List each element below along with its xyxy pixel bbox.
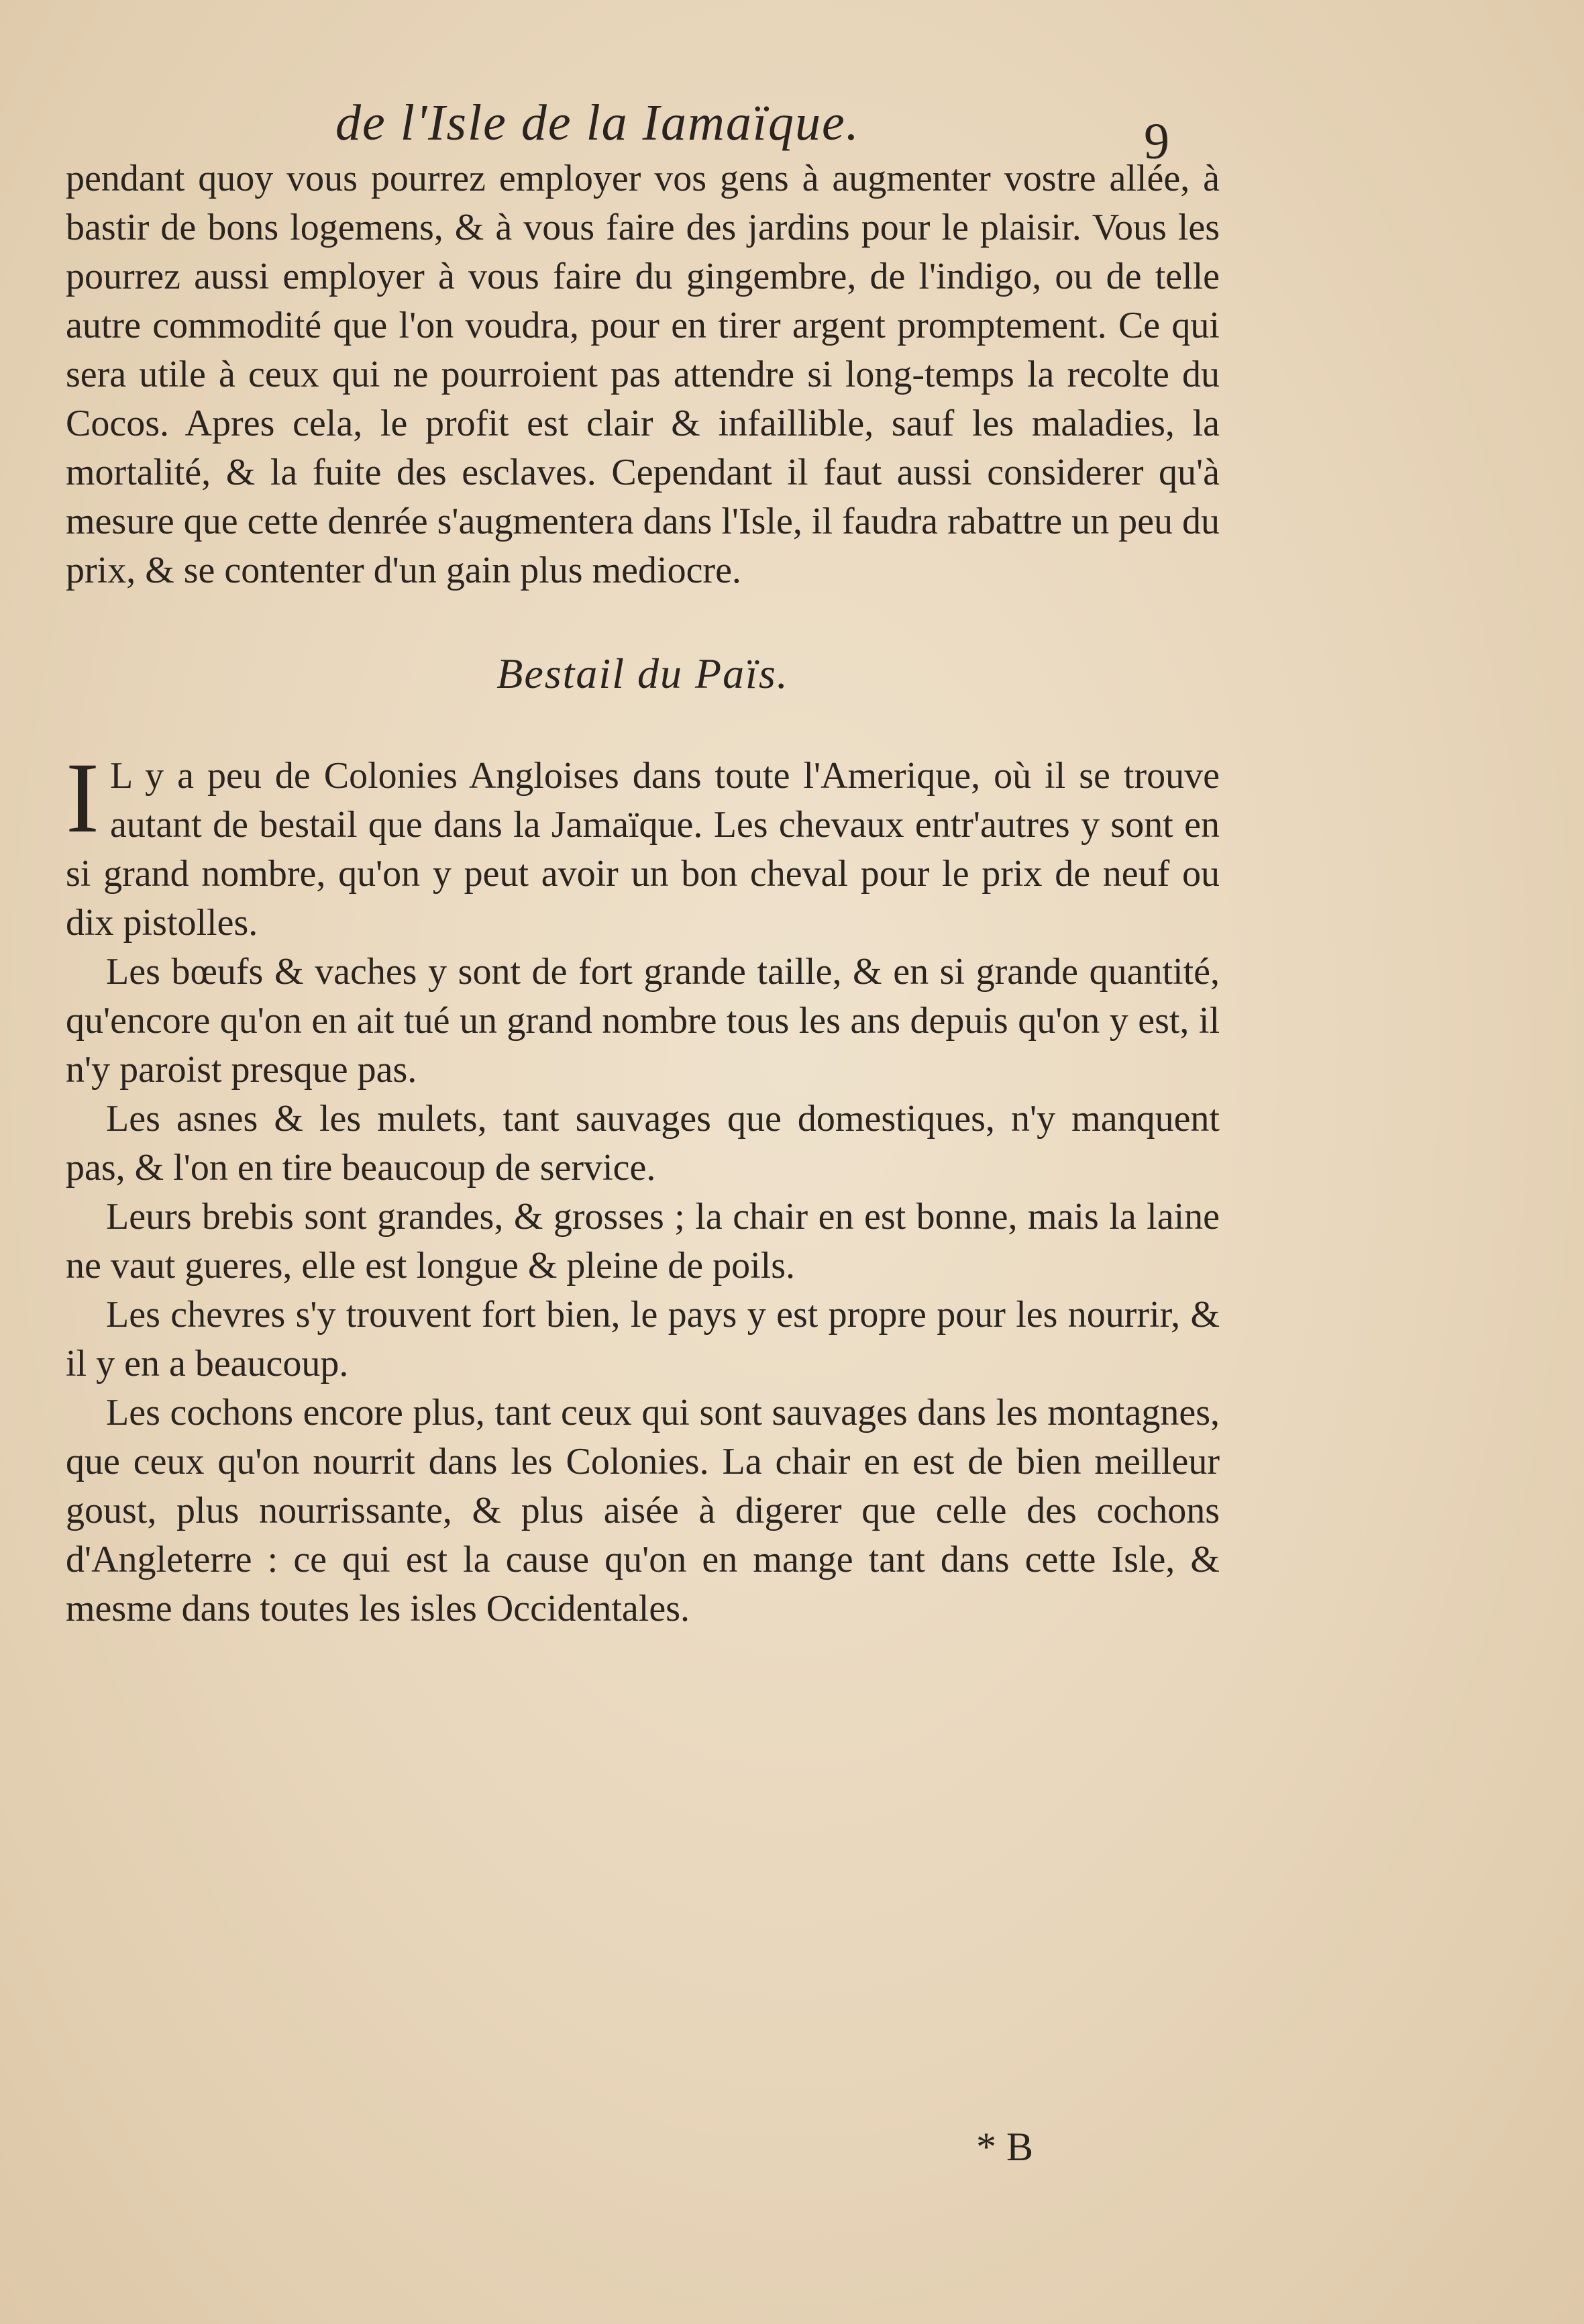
paragraph-oxen: Les bœufs & vaches y sont de fort grande taille, & en si grande quantité, qu'encore qu'on en ait tué un grand nombre tous les ans depuis qu'on y est, il n'y paroist presque pas. <box>66 951 1220 1091</box>
running-title: de l'Isle de la Iamaïque. <box>335 95 860 151</box>
catchword: * B <box>976 2125 1034 2169</box>
drop-cap: I <box>66 742 99 854</box>
section-intro-paragraph <box>66 742 1220 948</box>
section-intro-text: L y a peu de Colonies Angloises dans toute l'Amerique, où il se trouve autant de bestail que dans la Jamaïque. Les chevaux entr'autres y sont en si grand nombre, qu'on y peut avoir un bon cheval pour le prix de neuf ou dix pistolles. <box>66 755 1220 944</box>
paragraph-pigs: Les cochons encore plus, tant ceux qui sont sauvages dans les montagnes, que ceux qu'on nourrit dans les Colonies. La chair en est de bien meilleur goust, plus nourrissante, & plus aisée à digerer que celle des cochons d'Angleterre : ce qui est la cause qu'on en mange tant dans cette Isle, & mesme dans toutes les isles Occidentales. <box>66 1392 1220 1629</box>
paragraph-sheep: Leurs brebis sont grandes, & grosses ; la chair en est bonne, mais la laine ne vaut gueres, elle est longue & pleine de poils. <box>66 1196 1220 1286</box>
body-text <box>66 154 1220 1633</box>
section-title: Bestail du Païs. <box>496 650 789 697</box>
page-number: 9 <box>1144 113 1169 170</box>
paragraph-top-1: pendant quoy vous pourrez employer vos gens à augmenter vostre allée, à bastir de bons logemens, & à vous faire des jardins pour le plaisir. Vous les pourrez aussi employer à vous faire du gingembre, de l'indigo, ou de telle autre commodité que l'on voudra, pour en tirer argent promptement. Ce qui sera utile à ceux qui ne pourroient pas attendre si long-temps la recolte du Cocos. Apres cela, le profit est clair & infaillible, sauf les maladies, la mortalité, & la fuite des esclaves. Cependant il faut aussi considerer qu'à mesure que cette denrée s'augmentera dans l'Isle, il faudra rabattre un peu du prix, & se contenter d'un gain plus mediocre. <box>66 158 1220 591</box>
paragraph-goats: Les chevres s'y trouvent fort bien, le pays y est propre pour les nourrir, & il y en a beaucoup. <box>66 1294 1220 1384</box>
paragraph-donkeys: Les asnes & les mulets, tant sauvages que domestiques, n'y manquent pas, & l'on en tire beaucoup de service. <box>66 1098 1220 1189</box>
